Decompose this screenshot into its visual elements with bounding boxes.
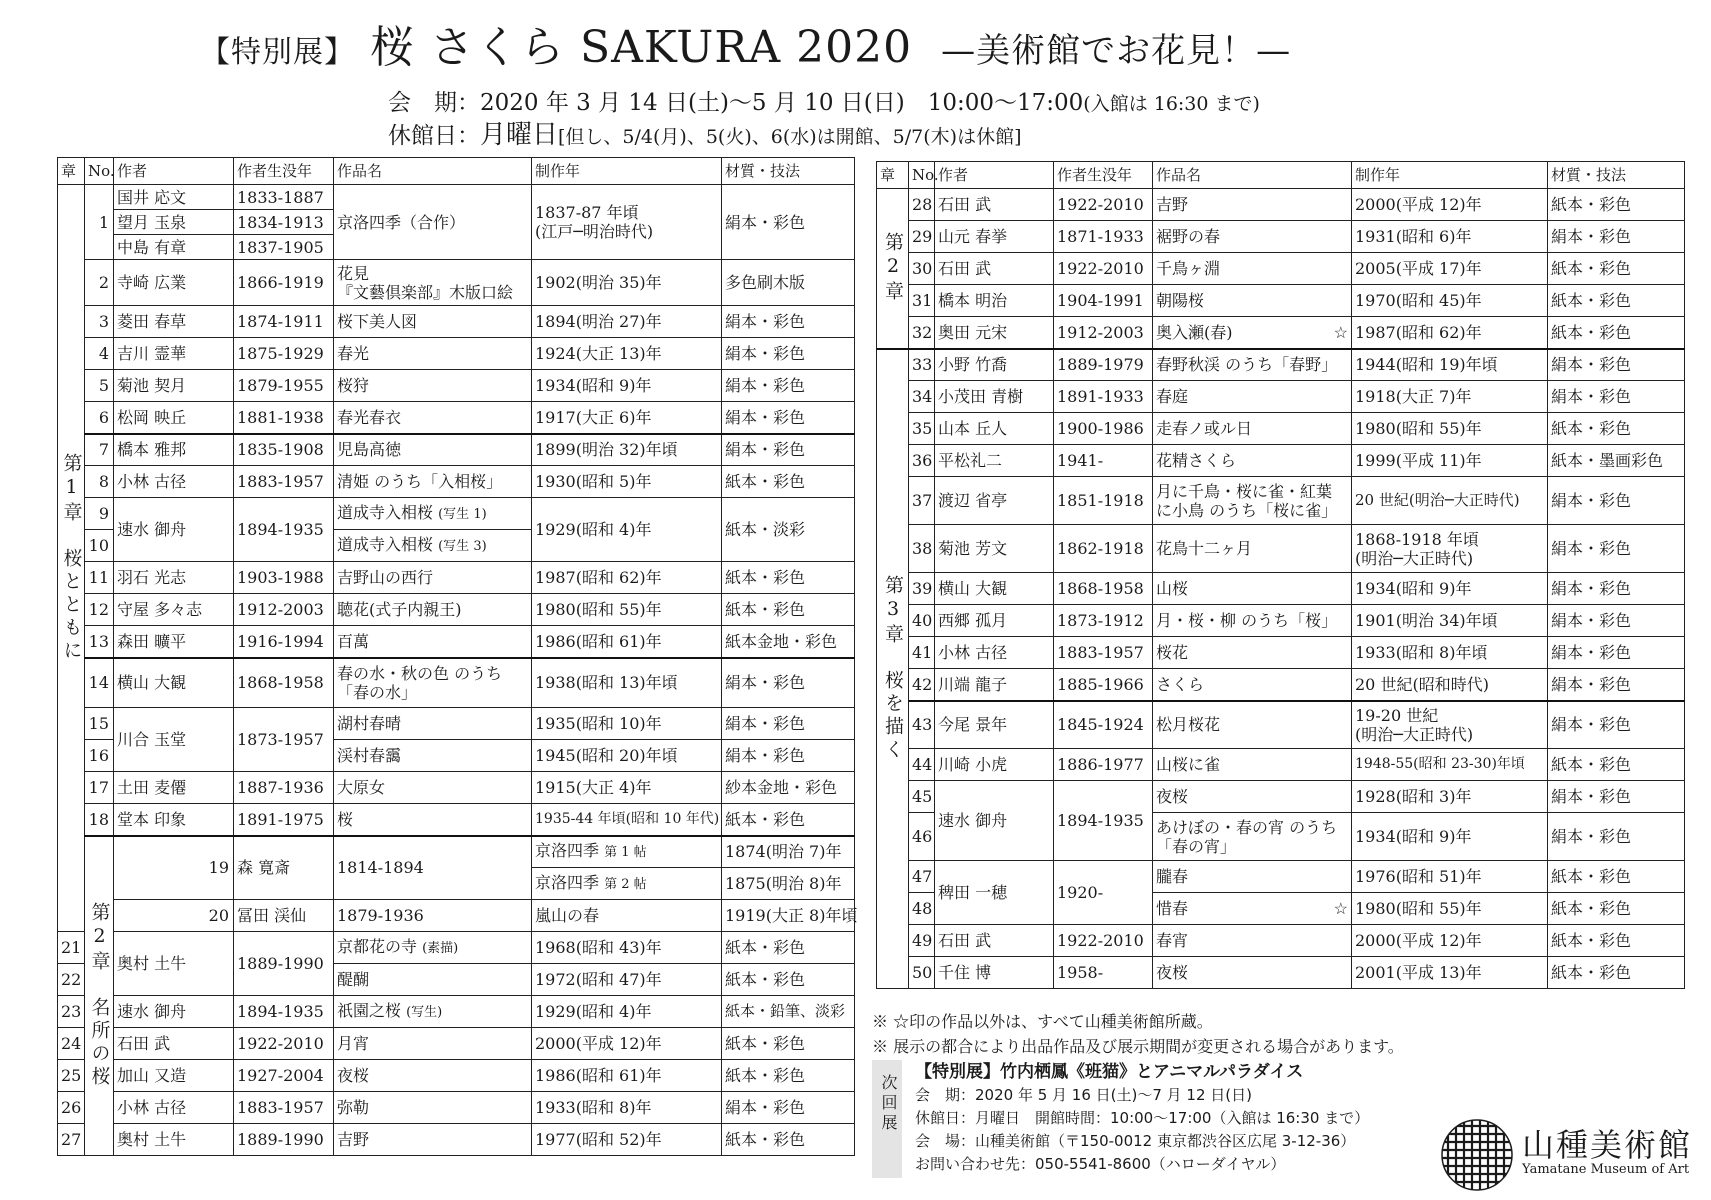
header-material: 材質・技法: [1548, 162, 1685, 189]
table-row: 43 今尾 景年 1845-1924 松月桜花 19-20 世紀 (明治─大正時代) 絹本・彩色: [877, 701, 1685, 749]
table-row: 48 惜春 ☆ 1980(昭和 55)年 紙本・彩色: [877, 893, 1685, 925]
table-row: 36 平松礼二 1941- 花精さくら 1999(平成 11)年 紙本・墨画彩色: [877, 445, 1685, 477]
header-years: 作者生没年: [1054, 162, 1153, 189]
table-row: 3 菱田 春草 1874-1911 桜下美人図 1894(明治 27)年 絹本・彩色: [58, 306, 855, 338]
period-note: (入館は 16:30 まで): [1083, 93, 1260, 115]
star-icon: ☆: [1333, 899, 1348, 918]
table-header-row: [58, 158, 855, 185]
chapter-2-label-cont: 第2章: [877, 189, 909, 349]
table-row: 17 土田 麦僊 1887-1936 大原女 1915(大正 4)年 紗本金地・彩色: [58, 772, 855, 804]
table-row: 22 醍醐 1972(昭和 47)年 紙本・彩色: [58, 964, 855, 996]
period-line: [388, 88, 1260, 119]
next-title: 【特別展】竹内栖鳳《班猫》とアニマルパラダイス: [915, 1062, 1304, 1082]
table-row: 40 西郷 孤月 1873-1912 月・桜・柳 のうち「桜」 1901(明治 34)年頃 絹本・彩色: [877, 605, 1685, 637]
table-row: 中島 有章 1837-1905: [58, 235, 855, 260]
notes: [872, 1009, 1213, 1034]
closed-day: 月曜日: [480, 120, 559, 150]
table-row: 第2章 28 石田 武 1922-2010 吉野 2000(平成 12)年 紙本・彩色: [877, 189, 1685, 221]
table-row: 4 吉川 霊華 1875-1929 春光 1924(大正 13)年 絹本・彩色: [58, 338, 855, 370]
table-row: 第1章 桜とともに 1 国井 応文 1833-1887 京洛四季（合作） 1837-87 年頃 (江戸─明治時代) 絹本・彩色: [58, 185, 855, 210]
table-row: 第2章 名所の桜 19 森 寛斎 1814-1894 京洛四季 第 1 帖 1874(明治 7)年: [58, 836, 855, 868]
table-row: 2 寺崎 広業 1866-1919 花見 『文藝倶楽部』木版口絵 1902(明治 35)年 多色刷木版: [58, 260, 855, 306]
note-2: ※ 展示の都合により出品作品及び展示期間が変更される場合があります。: [872, 1037, 1404, 1056]
header-artist: 作者: [114, 158, 234, 185]
table-row: 16 渓村春靄 1945(昭和 20)年頃 絹本・彩色: [58, 740, 855, 772]
header-chapter: 章: [877, 162, 909, 189]
note-1: ※ ☆印の作品以外は、すべて山種美術館所蔵。: [872, 1012, 1213, 1031]
table-row: 21 奥村 土牛 1889-1990 京都花の寺 (素描) 1968(昭和 43)年 紙本・彩色: [58, 932, 855, 964]
table-row: 34 小茂田 青樹 1891-1933 春庭 1918(大正 7)年 絹本・彩色: [877, 381, 1685, 413]
table-row: 7 橋本 雅邦 1835-1908 児島高徳 1899(明治 32)年頃 絹本・彩色: [58, 434, 855, 466]
table-row: 49 石田 武 1922-2010 春宵 2000(平成 12)年 紙本・彩色: [877, 925, 1685, 957]
closed-line: [388, 120, 1021, 152]
table-row: 10 道成寺入相桜 (写生 3): [58, 530, 855, 562]
next-contact: お問い合わせ先：050-5541-8600（ハローダイヤル）: [915, 1155, 1286, 1173]
chapter-3-label: 第3章 桜を描く: [877, 349, 909, 989]
closed-label: 休館日：: [388, 123, 480, 149]
next-exhibition-label-box: [872, 1060, 902, 1178]
table-row: 12 守屋 多々志 1912-2003 聴花(式子内親王) 1980(昭和 55)年 紙本・彩色: [58, 594, 855, 626]
table-row: 20 冨田 渓仙 1879-1936 嵐山の春 1919(大正 8)年頃: [58, 900, 855, 932]
header-date: 制作年: [1352, 162, 1548, 189]
museum-name: 山種美術館: [1522, 1126, 1693, 1164]
table-row: 39 横山 大観 1868-1958 山桜 1934(昭和 9)年 絹本・彩色: [877, 573, 1685, 605]
next-exhibition-label: 次回展: [879, 1074, 898, 1134]
table-row: 26 小林 古径 1883-1957 弥勒 1933(昭和 8)年 絹本・彩色: [58, 1092, 855, 1124]
table-row: 15 川合 玉堂 1873-1957 湖村春晴 1935(昭和 10)年 絹本・彩色: [58, 708, 855, 740]
table-row: 37 渡辺 省亭 1851-1918 月に千鳥・桜に雀・紅葉 に小鳥 のうち「桜に雀」 20 世紀(明治─大正時代) 絹本・彩色: [877, 477, 1685, 525]
star-icon: ☆: [1333, 322, 1348, 342]
header: [0, 0, 1711, 152]
table-row: 30 石田 武 1922-2010 千鳥ヶ淵 2005(平成 17)年 紙本・彩色: [877, 253, 1685, 285]
table-row: 6 松岡 映丘 1881-1938 春光春衣 1917(大正 6)年 絹本・彩色: [58, 402, 855, 434]
table-row: 11 羽石 光志 1903-1988 吉野山の西行 1987(昭和 62)年 紙本・彩色: [58, 562, 855, 594]
title-tag: 【特別展】: [200, 35, 355, 70]
table-row: 29 山元 春挙 1871-1933 裾野の春 1931(昭和 6)年 絹本・彩色: [877, 221, 1685, 253]
header-no: No.: [909, 162, 935, 189]
title-main: 桜 さくら SAKURA 2020: [370, 22, 913, 73]
table-row: 38 菊池 芳文 1862-1918 花鳥十二ヶ月 1868-1918 年頃 (明治─大正時代) 絹本・彩色: [877, 525, 1685, 573]
table-row: 46 あけぼの・春の宵 のうち 「春の宵」 1934(昭和 9)年 絹本・彩色: [877, 813, 1685, 861]
chapter-1-label: 第1章 桜とともに: [58, 185, 85, 932]
header-chapter: 章: [58, 158, 85, 185]
table-row: 50 千住 博 1958- 夜桜 2001(平成 13)年 紙本・彩色: [877, 957, 1685, 989]
header-no: No.: [85, 158, 114, 185]
museum-name-en: Yamatane Museum of Art: [1522, 1162, 1690, 1177]
table-row: 31 橋本 明治 1904-1991 朝陽桜 1970(昭和 45)年 紙本・彩色: [877, 285, 1685, 317]
works-table-right: [876, 161, 1685, 989]
table-row: 47 稗田 一穂 1920- 朧春 1976(昭和 51)年 紙本・彩色: [877, 861, 1685, 893]
header-work: 作品名: [334, 158, 532, 185]
table-row: 25 加山 又造 1927-2004 夜桜 1986(昭和 61)年 紙本・彩色: [58, 1060, 855, 1092]
title-subtitle: —美術館でお花見！—: [941, 31, 1292, 71]
works-table-left: [57, 157, 858, 1156]
table-row: 23 速水 御舟 1894-1935 祇園之桜 (写生) 1929(昭和 4)年 紙本・鉛筆、淡彩: [58, 996, 855, 1028]
next-closed: 休館日：月曜日 開館時間：10:00～17:00（入館は 16:30 まで）: [915, 1109, 1370, 1127]
next-period: 会 期：2020 年 5 月 16 日(土)～7 月 12 日(日): [915, 1086, 1252, 1104]
table-row: 42 川端 龍子 1885-1966 さくら 20 世紀(昭和時代) 絹本・彩色: [877, 669, 1685, 701]
header-date: 制作年: [532, 158, 722, 185]
closed-note: [但し、5/4(月)、5(火)、6(水)は開館、5/7(木)は休館]: [558, 126, 1022, 148]
table-row: 35 山本 丘人 1900-1986 走春ノ或ル日 1980(昭和 55)年 紙本・彩色: [877, 413, 1685, 445]
table-row: 第3章 桜を描く 33 小野 竹喬 1889-1979 春野秋渓 のうち「春野」 1944(昭和 19)年頃 絹本・彩色: [877, 349, 1685, 381]
table-row: 27 奥村 土牛 1889-1990 吉野 1977(昭和 52)年 紙本・彩色: [58, 1124, 855, 1156]
table-row: 45 速水 御舟 1894-1935 夜桜 1928(昭和 3)年 絹本・彩色: [877, 781, 1685, 813]
table-header-row: [877, 162, 1685, 189]
table-row: 32 奥田 元宋 1912-2003 奥入瀬(春) ☆ 1987(昭和 62)年 紙本・彩色: [877, 317, 1685, 349]
header-material: 材質・技法: [722, 158, 855, 185]
table-row: 24 石田 武 1922-2010 月宵 2000(平成 12)年 紙本・彩色: [58, 1028, 855, 1060]
table-row: 44 川崎 小虎 1886-1977 山桜に雀 1948-55(昭和 23-30)年頃 紙本・彩色: [877, 749, 1685, 781]
table-row: 8 小林 古径 1883-1957 清姫 のうち「入相桜」 1930(昭和 5)年 紙本・彩色: [58, 466, 855, 498]
table-row: 9 速水 御舟 1894-1935 道成寺入相桜 (写生 1) 1929(昭和 4)年 紙本・淡彩: [58, 498, 855, 530]
header-artist: 作者: [935, 162, 1054, 189]
table-row: 13 森田 曠平 1916-1994 百萬 1986(昭和 61)年 紙本金地・彩色: [58, 626, 855, 658]
table-row: 京洛四季 第 2 帖 1875(明治 8)年: [58, 868, 855, 900]
chapter-2-label: 第2章 名所の桜: [85, 836, 114, 1156]
header-work: 作品名: [1153, 162, 1352, 189]
period-label: 会 期：: [388, 90, 480, 116]
table-row: 41 小林 古径 1883-1957 桜花 1933(昭和 8)年頃 絹本・彩色: [877, 637, 1685, 669]
table-row: 14 横山 大観 1868-1958 春の水・秋の色 のうち 「春の水」 1938(昭和 13)年頃 絹本・彩色: [58, 658, 855, 708]
exhibition-title: [200, 18, 1291, 83]
header-years: 作者生没年: [234, 158, 334, 185]
next-venue: 会 場：山種美術館（〒150-0012 東京都渋谷区広尾 3-12-36）: [915, 1132, 1356, 1150]
museum-logo-icon: [1440, 1118, 1514, 1192]
period-value: 2020 年 3 月 14 日(土)～5 月 10 日(日) 10:00～17:00: [480, 90, 1084, 116]
table-row: 5 菊池 契月 1879-1955 桜狩 1934(昭和 9)年 絹本・彩色: [58, 370, 855, 402]
table-row: 18 堂本 印象 1891-1975 桜 1935-44 年頃(昭和 10 年代) 紙本・彩色: [58, 804, 855, 836]
table-row: 望月 玉泉 1834-1913: [58, 210, 855, 235]
next-exhibition: [915, 1061, 1369, 1176]
